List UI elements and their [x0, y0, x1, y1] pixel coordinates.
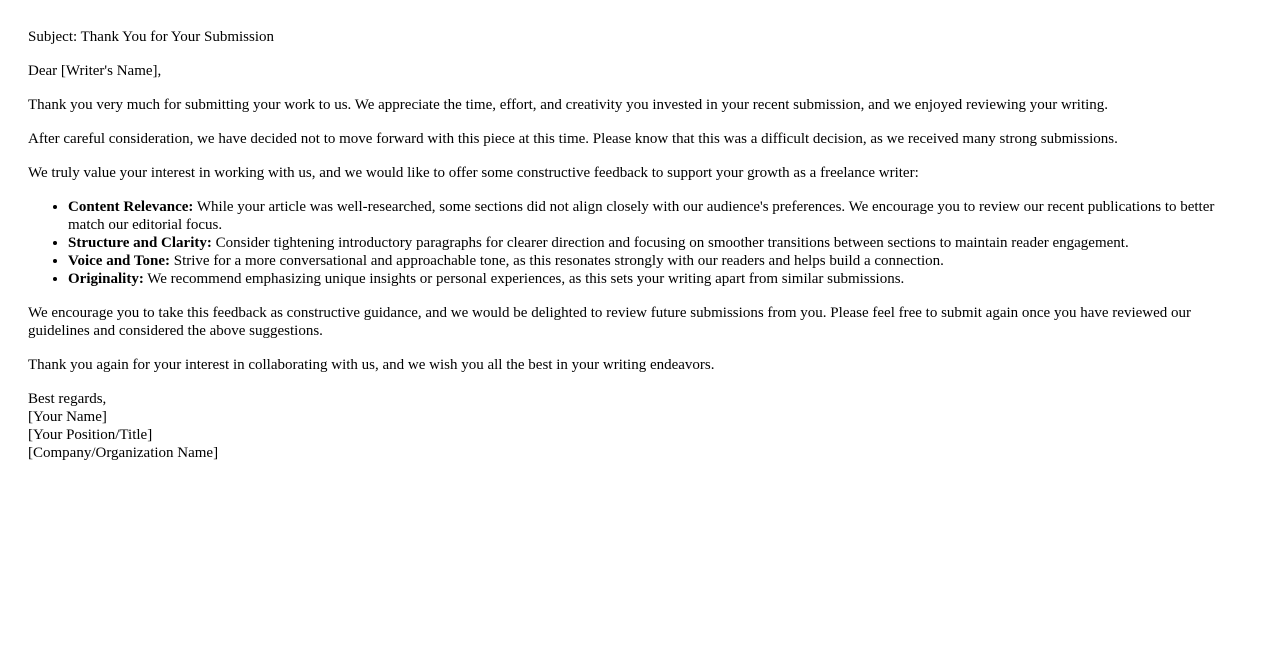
paragraph-decision: After careful consideration, we have decided not to move forward with this piece at this time. Please know that this was a difficult decision, as we received many strong submissions. [28, 131, 1118, 147]
paragraph-closing-wish: Thank you again for your interest in collaborating with us, and we wish you all the best in your writing endeavors. [28, 357, 715, 373]
feedback-text: Consider tightening introductory paragraphs for clearer direction and focusing on smoother transitions between sections to maintain reader engagement. [211, 235, 1129, 251]
paragraph-feedback-intro: We truly value your interest in working with us, and we would like to offer some constructive feedback to support your growth as a freelance writer: [28, 165, 919, 181]
greeting: Dear [Writer's Name], [28, 63, 162, 79]
feedback-text: While your article was well-researched, some sections did not align closely with our audience's preferences. We encourage you to review our recent publications to better match our editorial focus. [68, 199, 1215, 233]
feedback-list [28, 198, 1250, 288]
paragraph-thanks: Thank you very much for submitting your work to us. We appreciate the time, effort, and creativity you invested in your recent submission, and we enjoyed reviewing your writing. [28, 97, 1109, 113]
signature-position: [Your Position/Title] [28, 427, 153, 443]
feedback-text: Strive for a more conversational and approachable tone, as this resonates strongly with our readers and helps build a connection. [169, 253, 944, 269]
feedback-label: Voice and Tone: [68, 253, 170, 269]
feedback-text: We recommend emphasizing unique insights or personal experiences, as this sets your writing apart from similar submissions. [143, 271, 905, 287]
signature-company: [Company/Organization Name] [28, 445, 219, 461]
feedback-label: Structure and Clarity: [68, 235, 212, 251]
feedback-item-voice-tone [68, 252, 1250, 270]
feedback-item-structure-clarity [68, 234, 1250, 252]
feedback-label: Originality: [68, 271, 144, 287]
feedback-item-content-relevance [68, 198, 1250, 234]
feedback-item-originality [68, 270, 1250, 288]
subject-line: Subject: Thank You for Your Submission [28, 29, 275, 45]
signature-name: [Your Name] [28, 409, 107, 425]
letter-body [28, 28, 1250, 478]
paragraph-encouragement: We encourage you to take this feedback as constructive guidance, and we would be delighted to review future submissions from you. Please feel free to submit again once you have reviewed our guidelines and considered the above suggestions. [28, 305, 1191, 339]
signature-closing: Best regards, [28, 391, 107, 407]
signature-block [28, 390, 1250, 462]
feedback-label: Content Relevance: [68, 199, 194, 215]
